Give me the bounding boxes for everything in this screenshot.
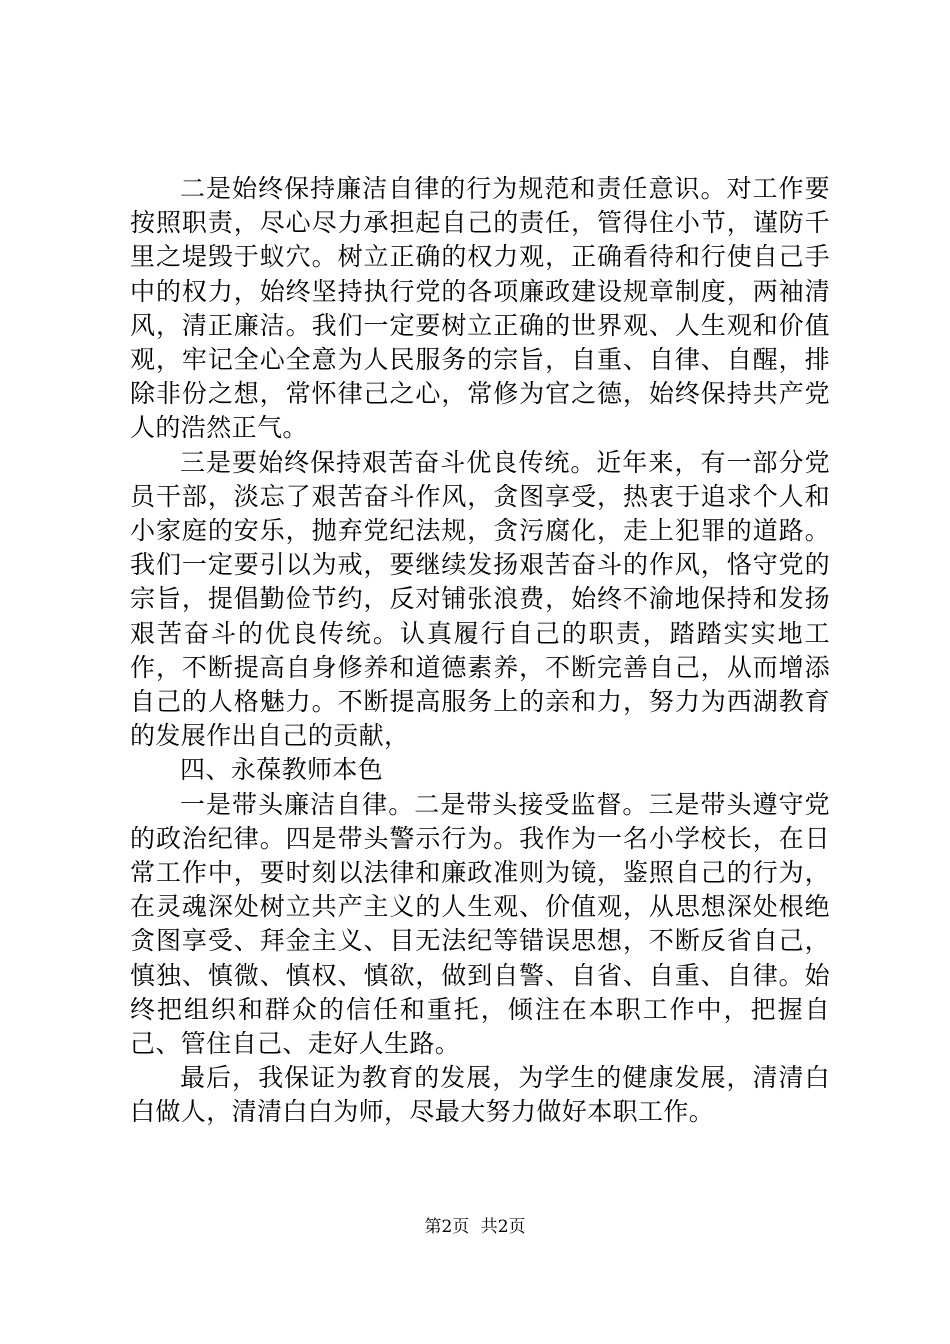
page-footer [0, 1216, 950, 1238]
page-total: 共2页 [480, 1217, 526, 1237]
document-body [130, 172, 830, 1130]
page-number: 第2页 [424, 1217, 470, 1237]
paragraph-integrity: 二是始终保持廉洁自律的行为规范和责任意识。对工作要按照职责，尽心尽力承担起自己的责任，管得住小节，谨防千里之堤毁于蚁穴。树立正确的权力观，正确看待和行使自己手中的权力，始终坚持执行党的各项廉政建设规章制度，两袖清风，清正廉洁。我们一定要树立正确的世界观、人生观和价值观，牢记全心全意为人民服务的宗旨，自重、自律、自醒，排除非份之想，常怀律己之心，常修为官之德，始终保持共产党人的浩然正气。 [130, 174, 830, 443]
section-heading-teacher: 四、永葆教师本色 [180, 755, 384, 785]
paragraph-lead-by-example: 一是带头廉洁自律。二是带头接受监督。三是带头遵守党的政治纪律。四是带头警示行为。我作为一名小学校长，在日常工作中，要时刻以法律和廉政准则为镜，鉴照自己的行为，在灵魂深处树立共产主义的人生观、价值观，从思想深处根绝贪图享受、拜金主义、目无法纪等错误思想，不断反省自己，慎独、慎微、慎权、慎欲，做到自警、自省、自重、自律。始终把组织和群众的信任和重托，倾注在本职工作中，把握自己、管住自己、走好人生路。 [130, 789, 830, 1059]
paragraph-conclusion: 最后，我保证为教育的发展，为学生的健康发展，清清白白做人，清清白白为师，尽最大努力做好本职工作。 [130, 1063, 830, 1127]
paragraph-hard-work: 三是要始终保持艰苦奋斗优良传统。近年来，有一部分党员干部，淡忘了艰苦奋斗作风，贪图享受，热衷于追求个人和小家庭的安乐，抛弃党纪法规，贪污腐化，走上犯罪的道路。我们一定要引以为戒，要继续发扬艰苦奋斗的作风，恪守党的宗旨，提倡勤俭节约，反对铺张浪费，始终不渝地保持和发扬艰苦奋斗的优良传统。认真履行自己的职责，踏踏实实地工作，不断提高自身修养和道德素养，不断完善自己，从而增添自己的人格魅力。不断提高服务上的亲和力，努力为西湖教育的发展作出自己的贡献， [130, 447, 830, 751]
